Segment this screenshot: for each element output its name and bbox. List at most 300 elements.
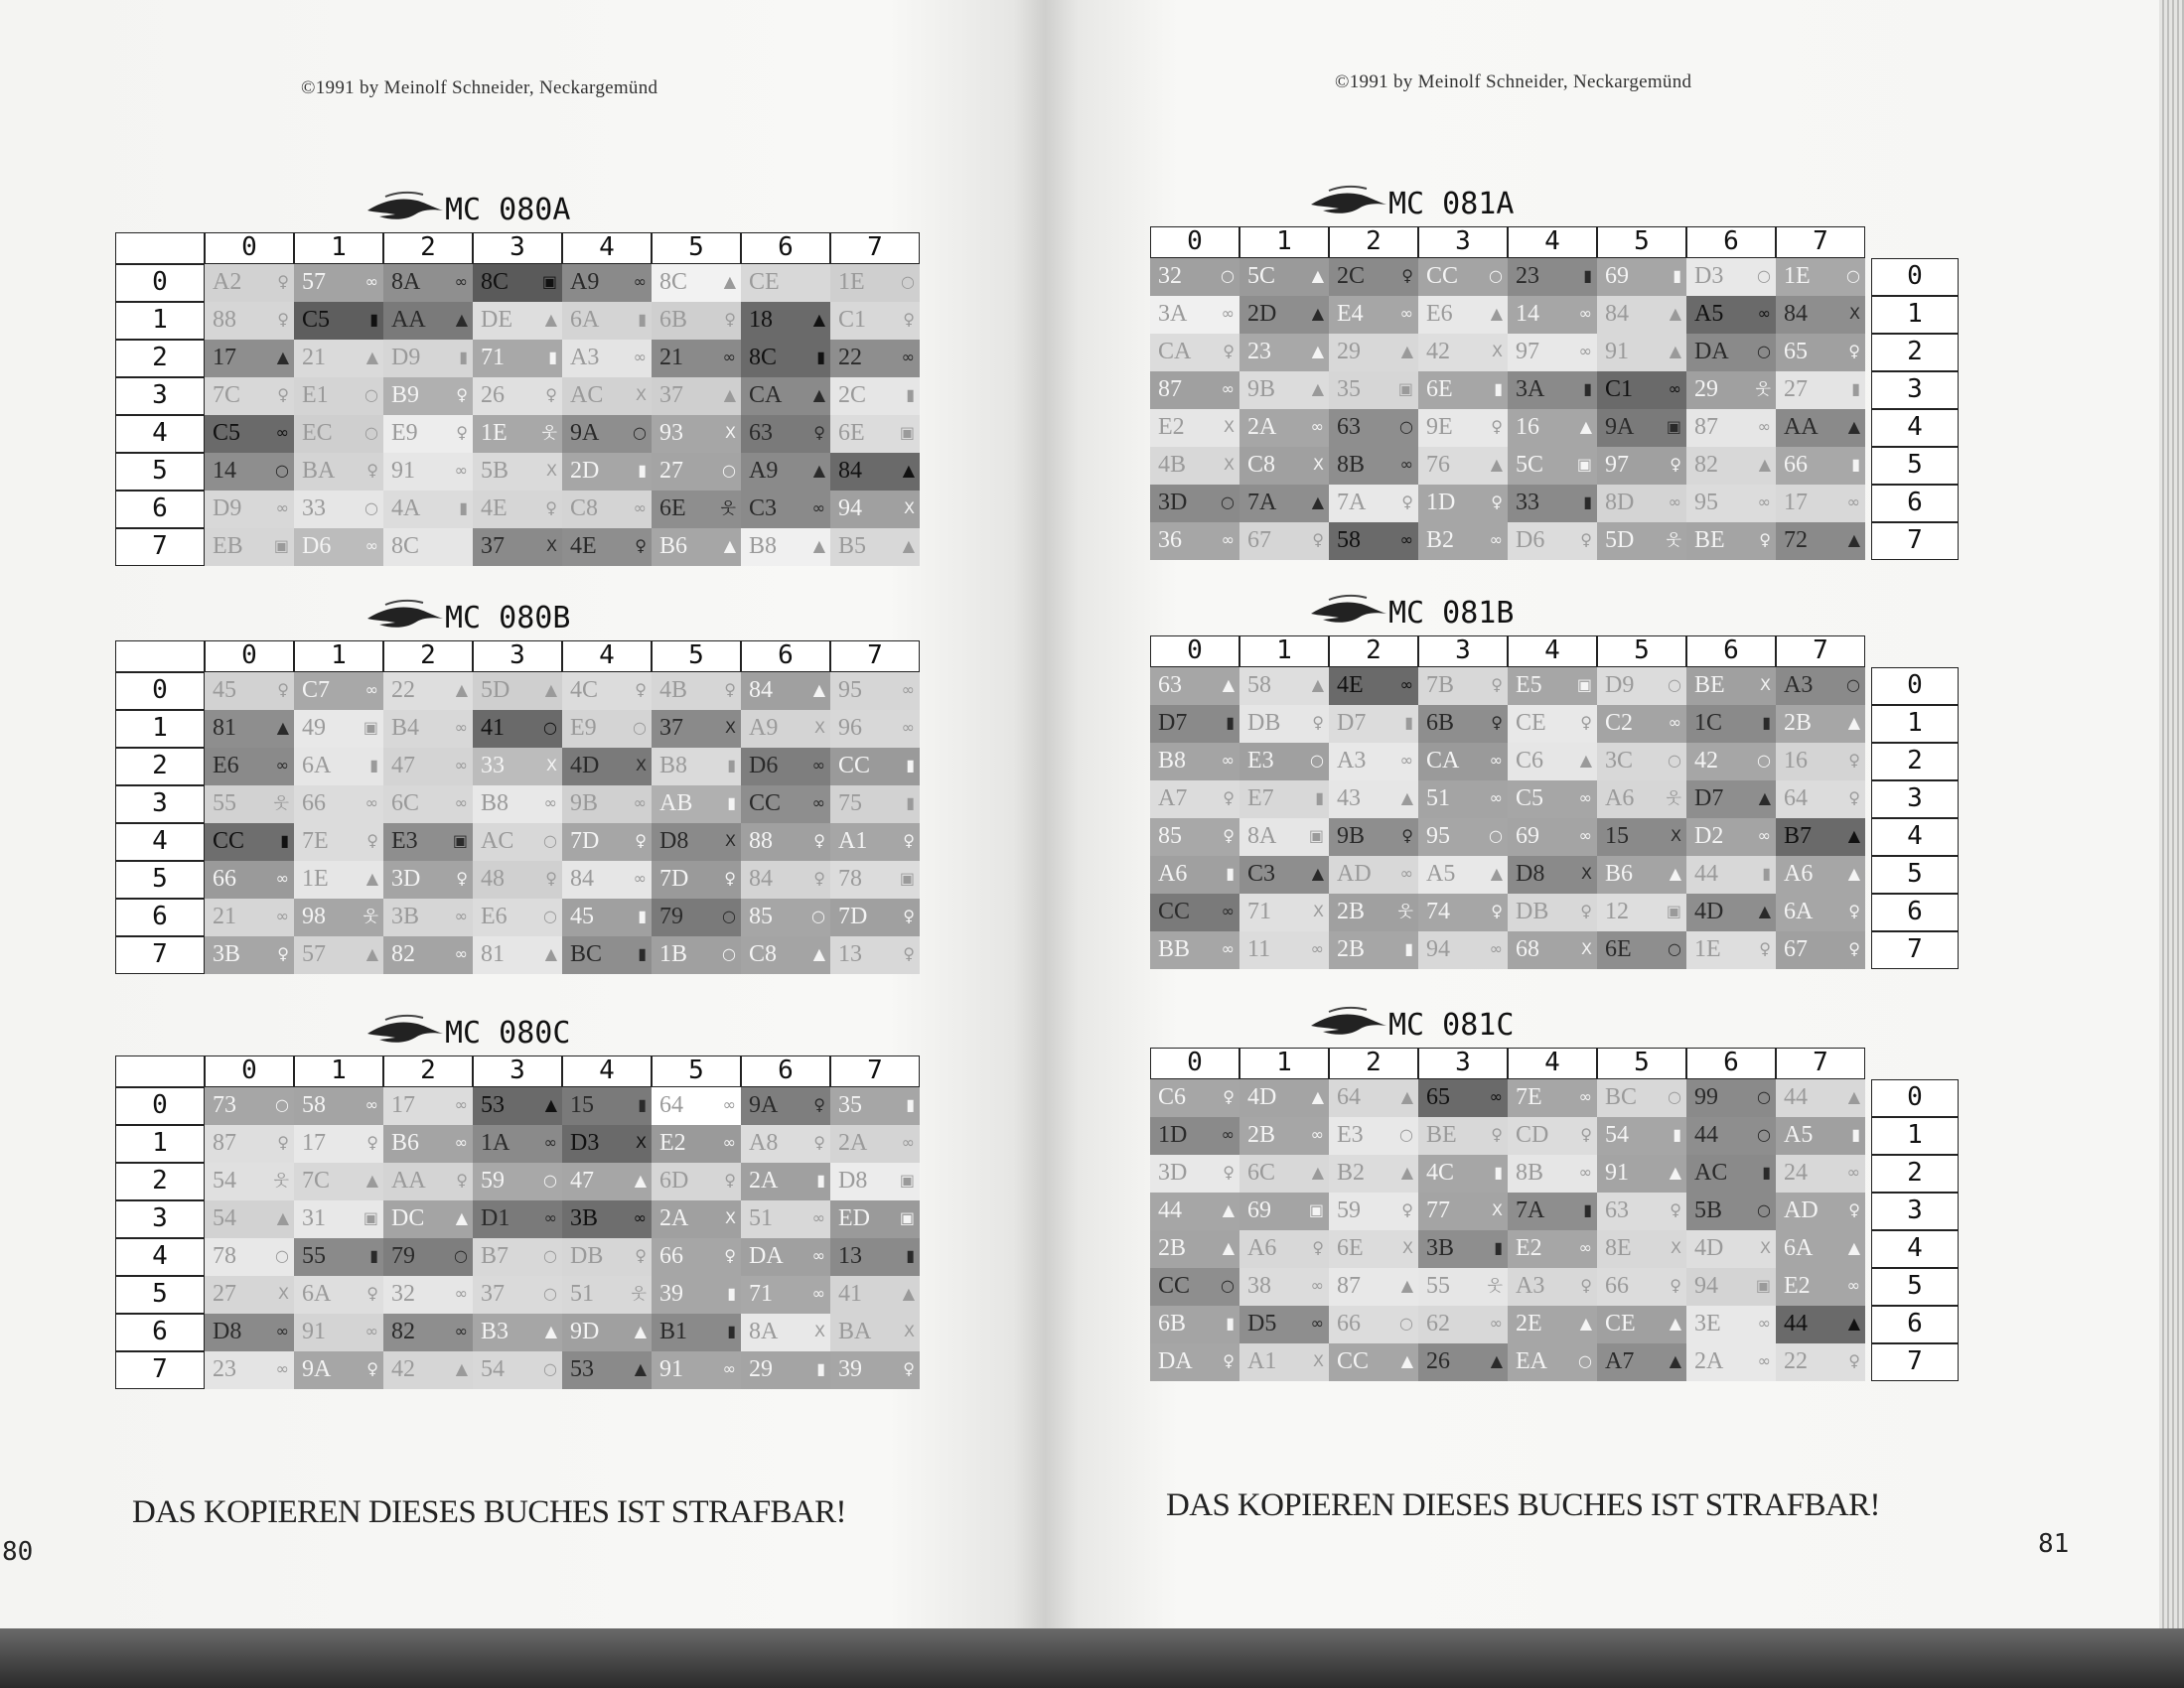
code-cell <box>1597 667 1686 705</box>
glyph-icon: ♀ <box>1401 492 1413 511</box>
code-cell <box>383 1351 473 1389</box>
hex-code: 84 <box>570 866 594 892</box>
hex-code: A3 <box>570 345 600 370</box>
code-cell <box>741 1276 830 1314</box>
code-cell <box>473 1125 562 1163</box>
row-header: 0 <box>1871 258 1959 296</box>
code-cell <box>1597 485 1686 522</box>
glyph-icon: ∞ <box>1578 826 1592 845</box>
hex-code: 63 <box>1337 414 1361 440</box>
glyph-icon: ♀ <box>1223 1351 1235 1370</box>
column-header: 5 <box>1597 635 1686 667</box>
hex-code: 98 <box>302 904 326 929</box>
code-cell <box>741 1163 830 1200</box>
row-header: 6 <box>1871 1306 1959 1343</box>
code-cell <box>562 861 652 899</box>
glyph-icon: ♀ <box>1491 675 1503 694</box>
hex-code: 94 <box>1426 936 1450 962</box>
glyph-icon: ∞ <box>1489 939 1503 958</box>
glyph-icon: ♀ <box>545 869 557 888</box>
row-header: 3 <box>1871 371 1959 409</box>
code-cell <box>562 785 652 823</box>
code-cell <box>652 1314 741 1351</box>
code-cell <box>562 377 652 415</box>
code-cell <box>830 453 920 491</box>
glyph-icon: ○ <box>1757 1125 1771 1144</box>
hex-code: D7 <box>1158 710 1188 736</box>
glyph-icon: 웃 <box>273 793 289 812</box>
column-header: 7 <box>830 232 920 264</box>
code-cell <box>741 823 830 861</box>
glyph-icon: ▮ <box>1494 1163 1503 1182</box>
hex-code: 8B <box>1337 452 1366 478</box>
glyph-icon: ∞ <box>1578 304 1592 323</box>
hex-code: E1 <box>302 382 329 408</box>
hex-code: D6 <box>1516 527 1545 553</box>
hex-code: 44 <box>1694 1122 1718 1148</box>
hex-code: 84 <box>838 458 862 484</box>
glyph-icon: ∞ <box>543 793 557 812</box>
hex-code: 42 <box>391 1356 415 1382</box>
hex-code: 7A <box>1337 490 1367 515</box>
glyph-icon: ∞ <box>1310 939 1324 958</box>
glyph-icon: ▲ <box>365 348 378 366</box>
glyph-icon: ▲ <box>544 1095 557 1114</box>
code-cell <box>562 1125 652 1163</box>
code-cell <box>1329 894 1418 931</box>
glyph-icon: ♀ <box>1223 826 1235 845</box>
code-cell <box>652 1125 741 1163</box>
hex-code: 14 <box>213 458 236 484</box>
hex-code: A7 <box>1158 785 1188 811</box>
hex-code: 8E <box>1605 1235 1632 1261</box>
row-header: 3 <box>1871 780 1959 818</box>
hex-code: CC <box>213 828 245 854</box>
code-cell <box>473 1314 562 1351</box>
glyph-icon: ○ <box>1668 675 1681 694</box>
hex-code: 3D <box>1158 490 1188 515</box>
hex-code: CA <box>1158 339 1192 364</box>
code-cell <box>205 936 294 974</box>
glyph-icon: X <box>546 536 557 555</box>
row-header: 2 <box>1871 743 1959 780</box>
glyph-icon: ▲ <box>1847 1314 1860 1333</box>
column-header: 6 <box>1686 226 1776 258</box>
glyph-icon: ○ <box>275 1246 289 1265</box>
row-header: 7 <box>1871 1343 1959 1381</box>
code-cell <box>1329 522 1418 560</box>
hex-code: 81 <box>481 941 505 967</box>
code-cell <box>1418 1117 1508 1155</box>
code-cell <box>1150 371 1239 409</box>
code-cell <box>1418 447 1508 485</box>
bird-logo-icon <box>1309 594 1388 628</box>
hex-code: 6C <box>391 790 420 816</box>
glyph-icon: ∞ <box>1399 864 1413 883</box>
code-cell <box>383 1125 473 1163</box>
glyph-icon: ▲ <box>1400 1351 1413 1370</box>
hex-code: 1D <box>1158 1122 1188 1148</box>
glyph-icon: ♀ <box>456 1171 468 1190</box>
glyph-icon: ♀ <box>1223 788 1235 807</box>
hex-code: CC <box>1337 1348 1370 1374</box>
row-header: 5 <box>1871 447 1959 485</box>
row-header: 1 <box>1871 1117 1959 1155</box>
code-cell <box>1597 780 1686 818</box>
glyph-icon: ▲ <box>1311 492 1324 511</box>
hex-code: A6 <box>1784 861 1814 887</box>
code-cell <box>741 1351 830 1389</box>
code-cell <box>562 415 652 453</box>
glyph-icon: ♀ <box>1223 342 1235 360</box>
code-cell <box>1508 856 1597 894</box>
column-header: 1 <box>294 1055 383 1087</box>
code-cell <box>205 899 294 936</box>
row-header: 4 <box>1871 409 1959 447</box>
hex-code: 2A <box>838 1130 868 1156</box>
hex-code: AB <box>659 790 693 816</box>
hex-code: D7 <box>1694 785 1724 811</box>
code-cell <box>1597 705 1686 743</box>
hex-code: 59 <box>1337 1197 1361 1223</box>
code-cell <box>1508 1230 1597 1268</box>
code-cell <box>205 1314 294 1351</box>
hex-code: 6A <box>302 753 332 778</box>
page-number: 80 <box>2 1537 34 1567</box>
row-header: 6 <box>1871 894 1959 931</box>
column-header: 4 <box>1508 635 1597 667</box>
hex-code: 78 <box>838 866 862 892</box>
glyph-icon: ▲ <box>276 348 289 366</box>
code-cell <box>652 785 741 823</box>
glyph-icon: X <box>636 385 647 404</box>
hex-code: D7 <box>1337 710 1367 736</box>
hex-code: 85 <box>1158 823 1182 849</box>
glyph-icon: 웃 <box>1397 902 1413 920</box>
glyph-icon: ▲ <box>1847 530 1860 549</box>
glyph-icon: ▲ <box>1847 1087 1860 1106</box>
code-cell <box>652 823 741 861</box>
hex-code: AD <box>1784 1197 1819 1223</box>
column-header: 1 <box>294 640 383 672</box>
glyph-icon: ○ <box>1399 1314 1413 1333</box>
glyph-icon: ▲ <box>1758 902 1771 920</box>
glyph-icon: 웃 <box>273 1171 289 1190</box>
code-cell <box>1597 818 1686 856</box>
hex-code: 69 <box>1516 823 1539 849</box>
code-cell <box>1329 485 1418 522</box>
code-cell <box>1597 1193 1686 1230</box>
code-cell <box>473 453 562 491</box>
glyph-icon: ▣ <box>1755 1276 1771 1295</box>
glyph-icon: X <box>904 498 915 517</box>
code-cell <box>1508 334 1597 371</box>
glyph-icon: X <box>1313 455 1324 474</box>
code-cell <box>562 899 652 936</box>
glyph-icon: ∞ <box>633 498 647 517</box>
hex-code: 41 <box>481 715 505 741</box>
glyph-icon: ○ <box>1757 1087 1771 1106</box>
code-cell <box>830 1163 920 1200</box>
hex-code: 2B <box>1784 710 1813 736</box>
hex-code: A8 <box>749 1130 779 1156</box>
column-header: 4 <box>1508 1048 1597 1079</box>
glyph-icon: ∞ <box>1399 751 1413 770</box>
glyph-icon: ∞ <box>1757 417 1771 436</box>
hex-code: DA <box>749 1243 784 1269</box>
hex-code: 57 <box>302 269 326 295</box>
glyph-icon: ∞ <box>901 680 915 699</box>
code-cell <box>1239 1306 1329 1343</box>
glyph-icon: ♀ <box>1580 713 1592 732</box>
glyph-icon: ∞ <box>811 1246 825 1265</box>
code-cell <box>1150 1230 1239 1268</box>
hex-code: 1E <box>838 269 865 295</box>
glyph-icon: ♀ <box>1670 1200 1681 1219</box>
glyph-icon: ▮ <box>1583 1200 1592 1219</box>
code-cell <box>1239 258 1329 296</box>
glyph-icon: ∞ <box>1310 417 1324 436</box>
glyph-icon: ♀ <box>545 385 557 404</box>
code-cell <box>1686 780 1776 818</box>
hex-code: 44 <box>1158 1197 1182 1223</box>
row-header: 1 <box>1871 296 1959 334</box>
glyph-icon: ○ <box>1221 1276 1235 1295</box>
hex-code: D2 <box>1694 823 1724 849</box>
glyph-icon: ∞ <box>1310 1314 1324 1333</box>
code-cell <box>1329 667 1418 705</box>
glyph-icon: ○ <box>1221 266 1235 285</box>
glyph-icon: ○ <box>543 907 557 925</box>
glyph-icon: ○ <box>1221 492 1235 511</box>
glyph-icon: ∞ <box>1757 826 1771 845</box>
code-cell <box>1329 1230 1418 1268</box>
hex-code: 3C <box>1605 748 1634 774</box>
glyph-icon: ▣ <box>363 1208 378 1227</box>
code-cell <box>741 1238 830 1276</box>
glyph-icon: ▲ <box>365 1171 378 1190</box>
code-cell <box>652 1087 741 1125</box>
code-cell <box>562 528 652 566</box>
code-cell <box>294 453 383 491</box>
hex-code: AA <box>391 307 426 333</box>
row-header: 0 <box>1871 667 1959 705</box>
glyph-icon: ▲ <box>902 461 915 480</box>
row-header: 3 <box>1871 1193 1959 1230</box>
hex-code: 3A <box>1516 376 1545 402</box>
glyph-icon: ∞ <box>364 793 378 812</box>
code-cell <box>383 861 473 899</box>
code-cell <box>1150 1306 1239 1343</box>
glyph-icon: ♀ <box>903 310 915 329</box>
glyph-icon: X <box>1760 675 1771 694</box>
code-cell <box>652 861 741 899</box>
code-cell <box>1329 1268 1418 1306</box>
glyph-icon: ▲ <box>1579 417 1592 436</box>
code-cell <box>1597 1230 1686 1268</box>
hex-code: 2C <box>1337 263 1366 289</box>
hex-code: 97 <box>1516 339 1539 364</box>
code-cell <box>1239 894 1329 931</box>
code-cell <box>1776 371 1865 409</box>
code-cell <box>294 1200 383 1238</box>
glyph-icon: ∞ <box>275 1359 289 1378</box>
hex-code: CC <box>749 790 782 816</box>
code-cell <box>1597 1306 1686 1343</box>
glyph-icon: ∞ <box>454 793 468 812</box>
hex-code: DA <box>1158 1348 1193 1374</box>
glyph-icon: ∞ <box>1578 1163 1592 1182</box>
code-cell <box>1418 705 1508 743</box>
code-cell <box>1329 296 1418 334</box>
glyph-icon: ∞ <box>1757 1351 1771 1370</box>
code-cell <box>741 491 830 528</box>
hex-code: 7E <box>1516 1084 1542 1110</box>
row-header: 3 <box>115 1200 205 1238</box>
bird-logo-icon <box>1309 185 1388 218</box>
glyph-icon: ▲ <box>1311 304 1324 323</box>
glyph-icon: ∞ <box>633 1208 647 1227</box>
page-number: 81 <box>2038 1529 2070 1559</box>
row-header: 4 <box>1871 818 1959 856</box>
code-cell <box>652 899 741 936</box>
glyph-icon: ∞ <box>1310 1125 1324 1144</box>
glyph-icon: ♀ <box>813 1095 825 1114</box>
hex-code: C8 <box>1247 452 1276 478</box>
hex-code: 14 <box>1516 301 1539 327</box>
hex-code: 84 <box>749 866 773 892</box>
hex-code: C6 <box>1516 748 1544 774</box>
code-cell <box>1776 1343 1865 1381</box>
glyph-icon: X <box>904 1322 915 1340</box>
code-cell <box>1597 1268 1686 1306</box>
code-cell <box>830 302 920 340</box>
glyph-icon: ∞ <box>1399 455 1413 474</box>
code-cell <box>473 415 562 453</box>
glyph-icon: ∞ <box>1489 788 1503 807</box>
code-cell <box>294 1276 383 1314</box>
glyph-icon: ▮ <box>1762 864 1771 883</box>
code-cell <box>1686 931 1776 969</box>
code-cell <box>1329 1343 1418 1381</box>
row-header: 0 <box>115 264 205 302</box>
glyph-icon: ▮ <box>1404 713 1413 732</box>
hex-code: 54 <box>1605 1122 1629 1148</box>
code-cell <box>205 823 294 861</box>
hex-code: 67 <box>1247 527 1271 553</box>
code-cell <box>1329 818 1418 856</box>
column-header: 2 <box>383 1055 473 1087</box>
hex-code: B8 <box>749 533 778 559</box>
code-cell <box>1776 485 1865 522</box>
code-cell <box>1597 894 1686 931</box>
glyph-icon: X <box>1492 342 1503 360</box>
glyph-icon: ▣ <box>1308 1200 1324 1219</box>
glyph-icon: X <box>1313 1351 1324 1370</box>
hex-code: 3A <box>1158 301 1188 327</box>
glyph-icon: ∞ <box>1489 751 1503 770</box>
code-cell <box>1776 258 1865 296</box>
column-header: 1 <box>294 232 383 264</box>
glyph-icon: 웃 <box>1487 1276 1503 1295</box>
hex-code: 23 <box>1516 263 1539 289</box>
glyph-icon: ○ <box>364 498 378 517</box>
glyph-icon: ∞ <box>811 498 825 517</box>
hex-code: 4D <box>1247 1084 1277 1110</box>
glyph-icon: ○ <box>1846 266 1860 285</box>
hex-code: D5 <box>1247 1311 1277 1336</box>
hex-code: 2A <box>749 1168 779 1194</box>
code-cell <box>1508 931 1597 969</box>
glyph-icon: X <box>1492 1200 1503 1219</box>
row-header: 2 <box>1871 334 1959 371</box>
code-cell <box>473 302 562 340</box>
hex-code: E9 <box>391 420 418 446</box>
hex-code: D8 <box>838 1168 868 1194</box>
glyph-icon: ∞ <box>454 1133 468 1152</box>
row-header: 5 <box>115 1276 205 1314</box>
code-cell <box>1239 1079 1329 1117</box>
code-cell <box>830 264 920 302</box>
hex-code: 7E <box>302 828 329 854</box>
column-header: 1 <box>1239 226 1329 258</box>
glyph-icon: ∞ <box>722 1095 736 1114</box>
hex-code: AD <box>1337 861 1372 887</box>
hex-code: 9A <box>749 1092 779 1118</box>
hex-code: CC <box>1158 1273 1191 1299</box>
row-header: 3 <box>115 785 205 823</box>
code-cell <box>652 748 741 785</box>
hex-code: 49 <box>302 715 326 741</box>
glyph-icon: ▲ <box>1490 864 1503 883</box>
row-header: 7 <box>115 936 205 974</box>
code-cell <box>562 936 652 974</box>
glyph-icon: ▮ <box>548 348 557 366</box>
glyph-icon: ∞ <box>454 756 468 774</box>
code-cell <box>1239 780 1329 818</box>
code-cell <box>473 1087 562 1125</box>
column-header: 7 <box>830 640 920 672</box>
code-cell <box>741 264 830 302</box>
code-cell <box>294 672 383 710</box>
hex-code: 4A <box>391 495 421 521</box>
glyph-icon: ∞ <box>1578 342 1592 360</box>
code-cell <box>741 1087 830 1125</box>
row-header: 1 <box>115 1125 205 1163</box>
glyph-icon: ○ <box>364 385 378 404</box>
hex-code: 1B <box>659 941 688 967</box>
column-header: 7 <box>830 1055 920 1087</box>
code-cell <box>1597 258 1686 296</box>
glyph-icon: ♀ <box>366 1284 378 1303</box>
code-cell <box>1239 1193 1329 1230</box>
code-cell <box>1329 856 1418 894</box>
glyph-icon: ○ <box>1489 826 1503 845</box>
glyph-icon: ○ <box>1757 751 1771 770</box>
hex-code: 39 <box>659 1281 683 1307</box>
glyph-icon: ▲ <box>1490 304 1503 323</box>
glyph-icon: ♀ <box>277 310 289 329</box>
glyph-icon: X <box>725 718 736 737</box>
hex-code: E3 <box>391 828 418 854</box>
code-cell <box>1418 371 1508 409</box>
code-cell <box>1150 1193 1239 1230</box>
code-cell <box>383 415 473 453</box>
glyph-icon: ▲ <box>455 310 468 329</box>
hex-code: E2 <box>1158 414 1185 440</box>
hex-code: 64 <box>659 1092 683 1118</box>
hex-code: 76 <box>1426 452 1450 478</box>
